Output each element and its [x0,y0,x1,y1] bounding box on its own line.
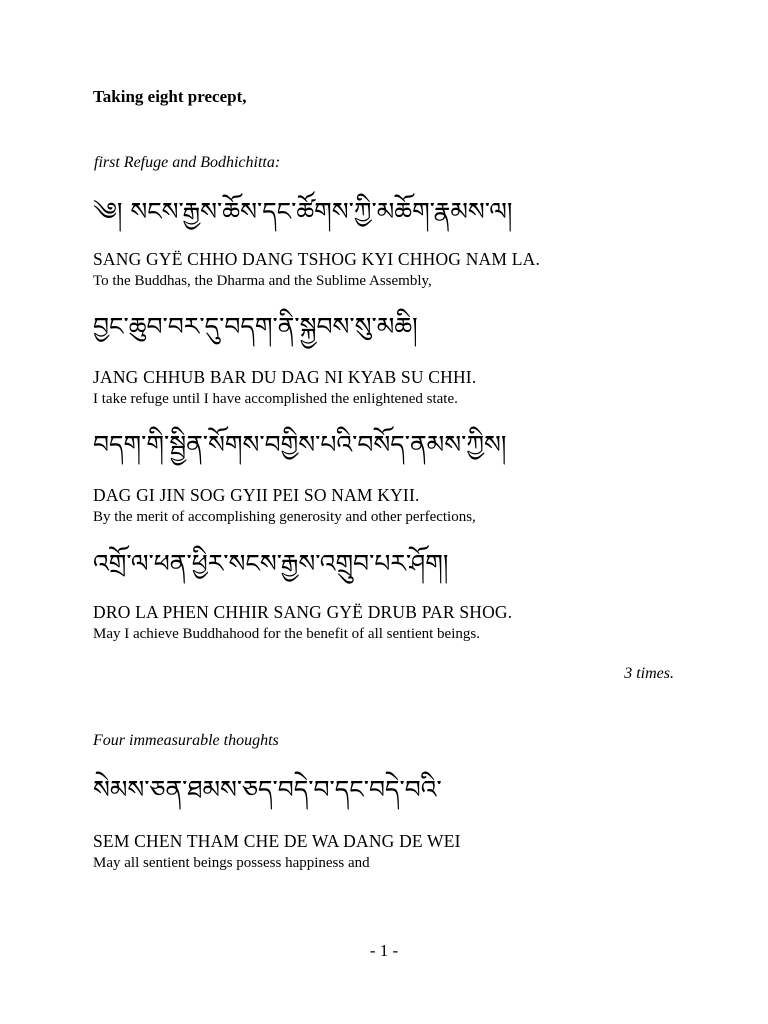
verse-1-tibetan: ༄། སངས་རྒྱས་ཆོས་དང་ཚོགས་ཀྱི་མཆོག་རྣམས་ལ། [93,197,513,226]
verse-4-translation: May I achieve Buddhahood for the benefit of all sentient beings. [93,626,480,642]
verse-5-tibetan: སེམས་ཅན་ཐམས་ཅད་བདེ་བ་དང་བདེ་བའི་ [93,775,442,804]
verse-5-transliteration: SEM CHEN THAM CHE DE WA DANG DE WEI [93,831,461,851]
verse-5-translation: May all sentient beings possess happiness and [93,855,370,871]
section-heading-immeasurables: Four immeasurable thoughts [93,732,279,749]
page-number: - 1 - [369,941,399,960]
verse-1-transliteration: SANG GYË CHHO DANG TSHOG KYI CHHOG NAM LA. [93,249,541,269]
verse-2-translation: I take refuge until I have accomplished the enlightened state. [93,391,458,407]
verse-3-transliteration: DAG GI JIN SOG GYII PEI SO NAM KYII. [93,485,420,505]
verse-2-transliteration: JANG CHHUB BAR DU DAG NI KYAB SU CHHI. [93,367,477,387]
verse-3-tibetan: བདག་གི་སྦྱིན་སོགས་བགྱིས་པའི་བསོད་ནམས་ཀྱིས། [93,430,507,459]
verse-3-translation: By the merit of accomplishing generosity and other perfections, [93,509,476,525]
document-title: Taking eight precept, [93,87,247,106]
repeat-note: 3 times. [624,665,674,682]
verse-4-transliteration: DRO LA PHEN CHHIR SANG GYË DRUB PAR SHOG. [93,602,513,622]
verse-2-tibetan: བྱང་ཆུབ་བར་དུ་བདག་ནི་སྐྱབས་སུ་མཆི། [93,312,418,341]
verse-4-tibetan: འགྲོ་ལ་ཕན་ཕྱིར་སངས་རྒྱས་འགྲུབ་པར་ཤོག། [93,549,449,578]
section-heading-refuge: first Refuge and Bodhichitta: [94,154,281,171]
verse-1-translation: To the Buddhas, the Dharma and the Sublime Assembly, [93,273,432,289]
